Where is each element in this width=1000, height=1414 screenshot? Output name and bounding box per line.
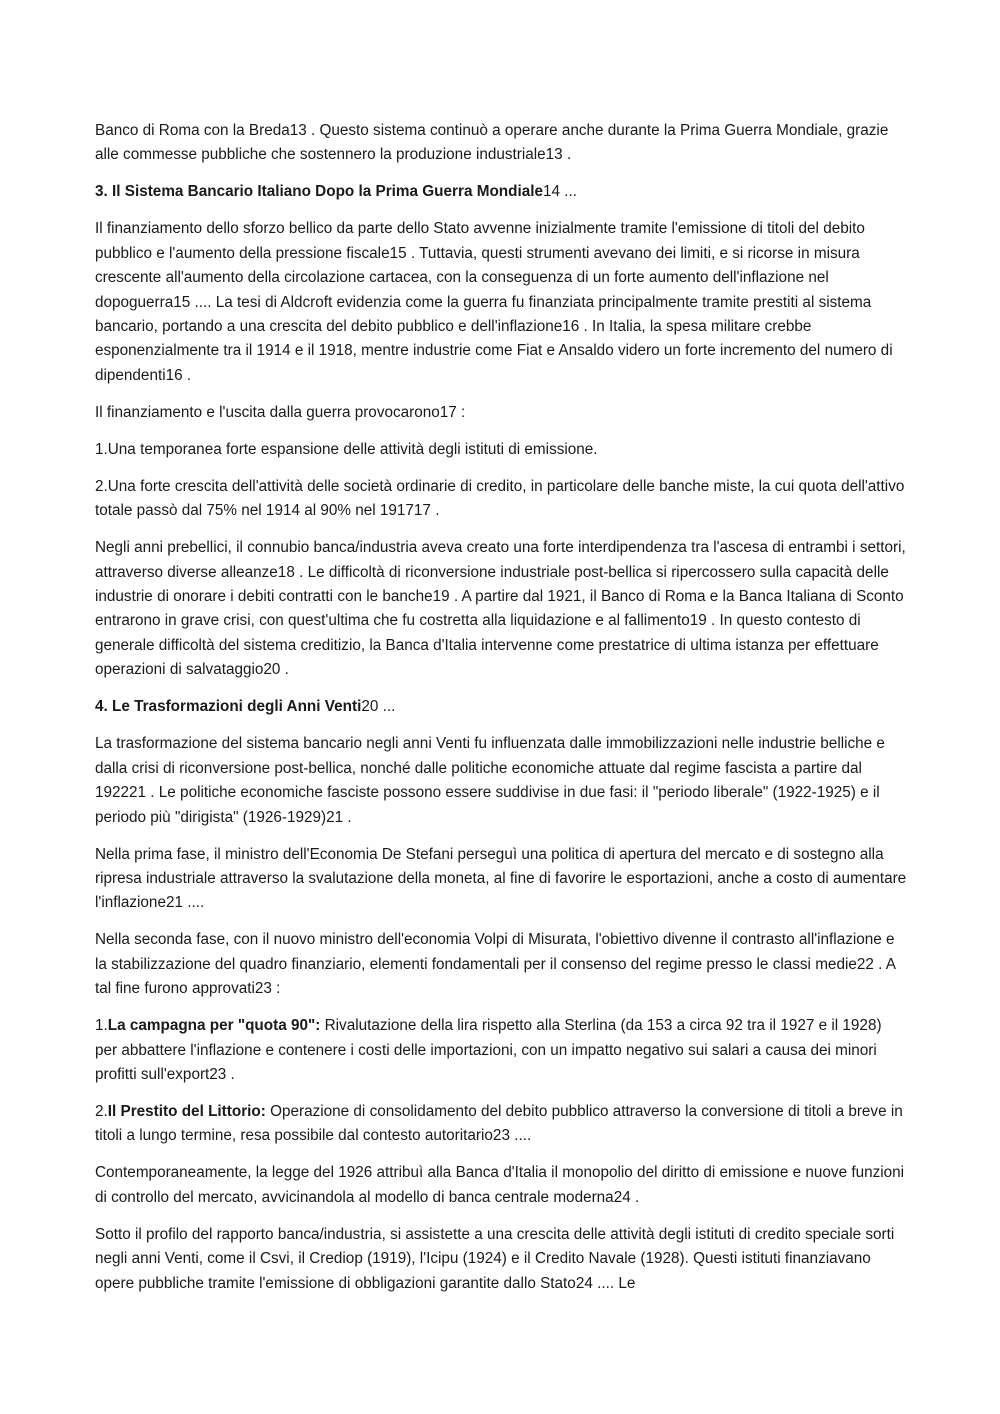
section-heading-3-title: 3. Il Sistema Bancario Italiano Dopo la Prima Guerra Mondiale <box>95 183 543 201</box>
list-item-text: Rivalutazione della lira rispetto alla Sterlina (da 153 a circa 92 tra il 1927 e il 1928) per abbattere l'inflazione e contenere i costi delle importazioni, con un impatto negativo sui salari a causa dei minori profitti sull'export23 . <box>95 1017 882 1083</box>
list-item-text: Operazione di consolidamento del debito pubblico attraverso la conversione di titoli a breve in titoli a lungo termine, resa possibile dal contesto autoritario23 .... <box>95 1102 903 1145</box>
paragraph: La trasformazione del sistema bancario negli anni Venti fu influenzata dalle immobilizzazioni nelle industrie belliche e dalla crisi di riconversione post-bellica, nonché dalle politiche economiche attuate dal regime fascista a partire dal 192221 . Le politiche economiche fasciste possono essere suddivise in due fasi: il "periodo liberale" (1922-1925) e il periodo più "dirigista" (1926-1929)21 . <box>95 735 885 826</box>
section-heading-4-ref: 20 ... <box>361 698 396 716</box>
list-item: 1.Una temporanea forte espansione delle attività degli istituti di emissione. <box>95 440 598 458</box>
paragraph: Negli anni prebellici, il connubio banca/industria aveva creato una forte interdipendenza tra l'ascesa di entrambi i settori, attraverso diverse alleanze18 . Le difficoltà di riconversione industriale post-bellica si ripercossero sulla capacità delle industrie di onorare i debiti contratti con le banche19 . A partire dal 1921, il Banco di Roma e la Banca Italiana di Sconto entrarono in grave crisi, con quest'ultima che fu costretta alla liquidazione e al fallimento19 . In questo contesto di generale difficoltà del sistema creditizio, la Banca d'Italia intervenne come prestatrice di ultima istanza per effettuare operazioni di salvataggio20 . <box>95 539 906 679</box>
paragraph: Nella seconda fase, con il nuovo ministro dell'economia Volpi di Misurata, l'obiettivo divenne il contrasto all'inflazione e la stabilizzazione del quadro finanziario, elementi fondamentali per il consenso del regime presso le classi medie22 . A tal fine furono approvati23 : <box>95 931 896 998</box>
section-heading-4-title: 4. Le Trasformazioni degli Anni Venti <box>95 698 362 716</box>
section-heading-3-ref: 14 ... <box>543 183 578 201</box>
list-item-bold-label: La campagna per "quota 90": <box>107 1017 321 1035</box>
paragraph: Banco di Roma con la Breda13 . Questo sistema continuò a operare anche durante la Prima Guerra Mondiale, grazie alle commesse pubbliche che sostennero la produzione industriale13 . <box>95 122 889 164</box>
list-item-number: 2. <box>95 1102 108 1120</box>
section-heading-3 <box>95 180 907 204</box>
list-item <box>95 1100 907 1149</box>
list-item-bold-label: Il Prestito del Littorio: <box>107 1102 266 1120</box>
paragraph: Contemporaneamente, la legge del 1926 attribuì alla Banca d'Italia il monopolio del diritto di emissione e nuove funzioni di controllo del mercato, avvicinandola al modello di banca centrale moderna24 . <box>95 1164 905 1206</box>
paragraph: Il finanziamento e l'uscita dalla guerra provocarono17 : <box>95 403 466 421</box>
paragraph: Nella prima fase, il ministro dell'Economia De Stefani perseguì una politica di apertura del mercato e di sostegno alla ripresa industriale attraverso la svalutazione della moneta, al fine di favorire le esportazioni, anche a costo di aumentare l'inflazione21 .... <box>95 845 907 912</box>
list-item: 2.Una forte crescita dell'attività delle società ordinarie di credito, in particolare delle banche miste, la cui quota dell'attivo totale passò dal 75% nel 1914 al 90% nel 191717 . <box>95 477 905 520</box>
list-item <box>95 1014 907 1087</box>
paragraph: Il finanziamento dello sforzo bellico da parte dello Stato avvenne inizialmente tramite l'emissione di titoli del debito pubblico e l'aumento della pressione fiscale15 . Tuttavia, questi strumenti avevano dei limiti, e si ricorse in misura crescente all'aumento della circolazione cartacea, con la conseguenza di un forte aumento dell'inflazione nel dopoguerra15 .... La tesi di Aldcroft evidenzia come la guerra fu finanziata principalmente tramite prestiti al sistema bancario, portando a una crescita del debito pubblico e dell'inflazione16 . In Italia, la spesa militare crebbe esponenzialmente tra il 1914 e il 1918, mentre industrie come Fiat e Ansaldo videro un forte incremento del numero di dipendenti16 . <box>95 220 893 384</box>
list-item-number: 1. <box>95 1017 108 1035</box>
document-page <box>95 119 907 1309</box>
paragraph: Sotto il profilo del rapporto banca/industria, si assistette a una crescita delle attività degli istituti di credito speciale sorti negli anni Venti, come il Csvi, il Crediop (1919), l'Icipu (1924) e il Credito Navale (1928). Questi istituti finanziavano opere pubbliche tramite l'emissione di obbligazioni garantite dallo Stato24 .... Le <box>95 1225 895 1292</box>
section-heading-4 <box>95 695 907 719</box>
